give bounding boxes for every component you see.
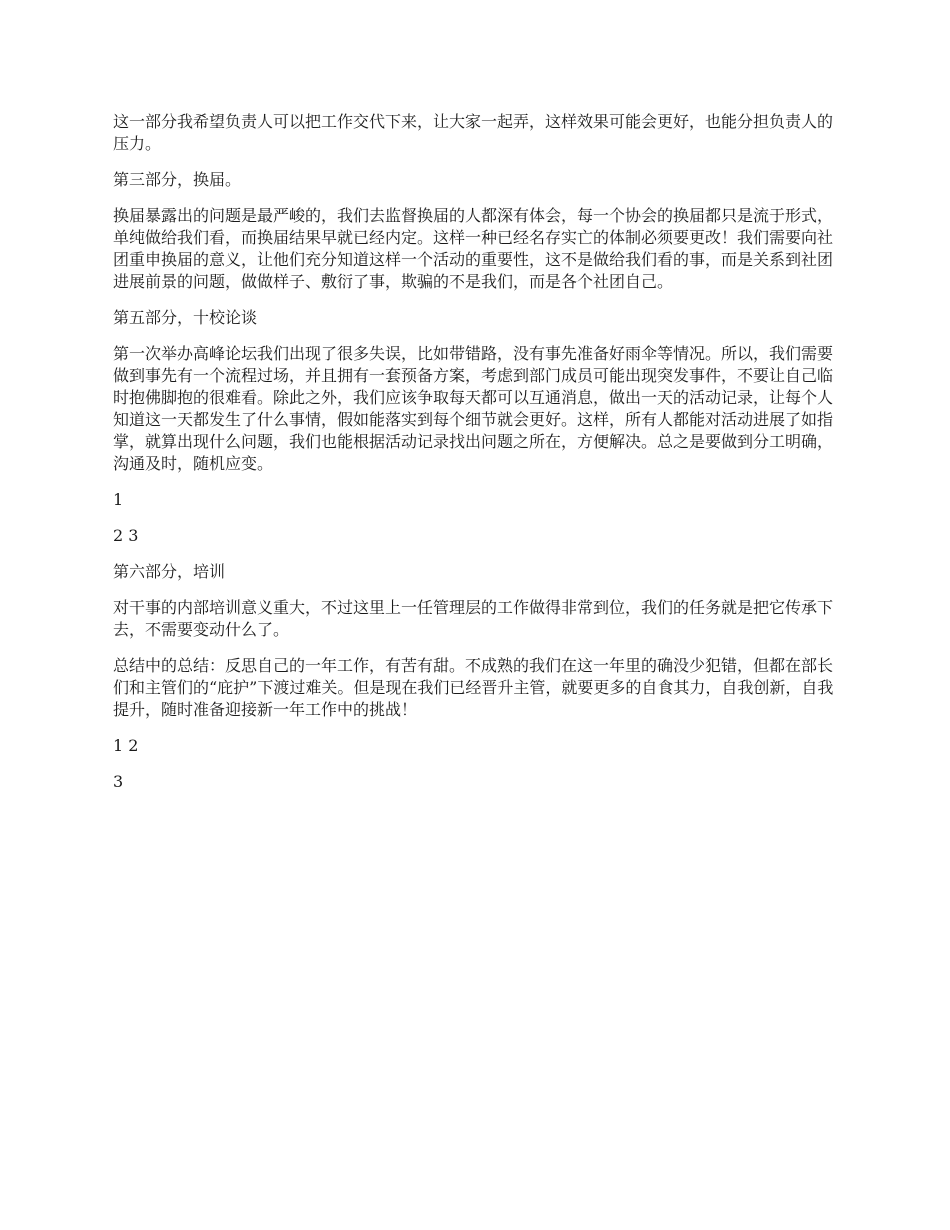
paragraph-training: 对干事的内部培训意义重大，不过这里上一任管理层的工作做得非常到位，我们的任务就是把它传承下去，不需要变动什么了。 [113,598,834,639]
section-heading-forum: 第五部分，十校论谈 [113,308,258,327]
page-marker-1-2: 1 2 [113,736,139,755]
page-marker-1: 1 [113,490,124,509]
paragraph-handover: 换届暴露出的问题是最严峻的，我们去监督换届的人都深有体会，每一个协会的换届都只是流于形式，单纯做给我们看，而换届结果早就已经内定。这样一种已经名存实亡的体制必须要更改！我们需要向社团重申换届的意义，让他们充分知道这样一个活动的重要性，这不是做给我们看的事，而是关系到社团进展前景的问题，做做样子、敷衍了事，欺骗的不是我们，而是各个社团自己。 [113,206,834,291]
page-marker-2-3: 2 3 [113,526,139,545]
page-marker-3: 3 [113,772,124,791]
section-heading-handover: 第三部分，换届。 [113,170,242,189]
paragraph-summary: 总结中的总结：反思自己的一年工作，有苦有甜。不成熟的我们在这一年里的确没少犯错，但都在部长们和主管们的“庇护”下渡过难关。但是现在我们已经晋升主管，就要更多的自食其力，自我创新，自我提升，随时准备迎接新一年工作中的挑战！ [113,656,834,719]
paragraph-forum: 第一次举办高峰论坛我们出现了很多失误，比如带错路，没有事先准备好雨伞等情况。所以，我们需要做到事先有一个流程过场，并且拥有一套预备方案，考虑到部门成员可能出现突发事件，不要让自己临时抱佛脚抱的很难看。除此之外，我们应该争取每天都可以互通消息，做出一天的活动记录，让每个人知道这一天都发生了什么事情，假如能落实到每个细节就会更好。这样，所有人都能对活动进展了如指掌，就算出现什么问题，我们也能根据活动记录找出问题之所在，方便解决。总之是要做到分工明确，沟通及时，随机应变。 [113,344,834,473]
document-body [113,111,840,807]
paragraph-responsibility: 这一部分我希望负责人可以把工作交代下来，让大家一起弄，这样效果可能会更好，也能分担负责人的压力。 [113,112,834,153]
section-heading-training: 第六部分，培训 [113,562,226,581]
